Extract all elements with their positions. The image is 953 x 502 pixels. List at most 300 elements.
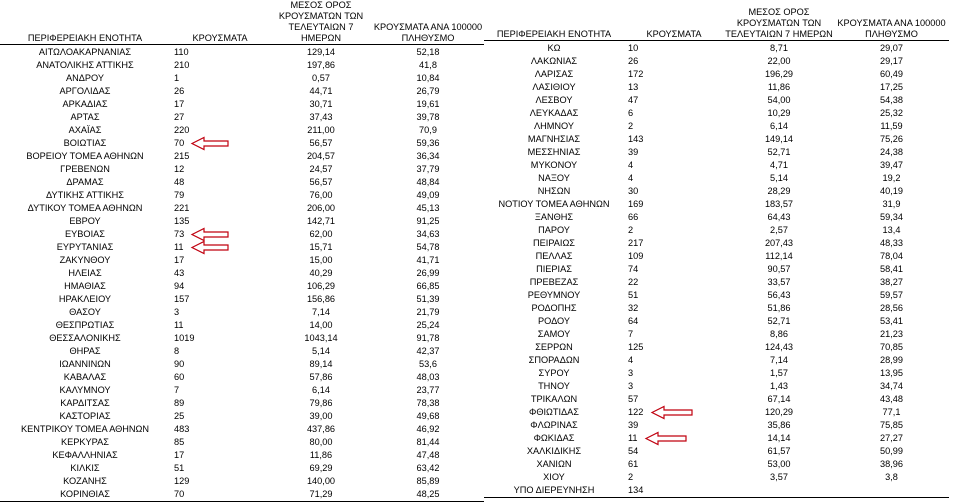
cases-cell: 70	[170, 488, 270, 502]
region-cell: ΠΑΡΟΥ	[538, 225, 570, 235]
per100k-cell: 53,6	[419, 359, 437, 369]
table-row	[484, 484, 949, 498]
table-row	[0, 488, 484, 502]
avg7-cell: 44,71	[309, 86, 333, 96]
table-row	[0, 228, 484, 241]
per100k-cell: 42,37	[416, 346, 440, 356]
cases-cell: 64	[628, 316, 639, 326]
cases-cell: 26	[628, 56, 639, 66]
cases-cell: 10	[628, 43, 639, 53]
per100k-cell: 37,79	[416, 164, 440, 174]
per100k-cell: 59,36	[416, 138, 440, 148]
cases-cell: 1	[174, 73, 180, 83]
table-row	[484, 133, 949, 146]
table-row	[0, 72, 484, 85]
avg7-cell: 33,57	[767, 277, 791, 287]
table-row	[484, 107, 949, 120]
cases-cell: 7	[628, 329, 634, 339]
cases-cell: 57	[628, 394, 639, 404]
region-cell: ΑΙΤΩΛΟΑΚΑΡΝΑΝΙΑΣ	[38, 47, 132, 57]
cases-cell: 73	[174, 229, 185, 239]
region-cell: ΣΑΜΟΥ	[537, 329, 571, 339]
cases-cell: 4	[628, 173, 634, 183]
avg7-cell: 80,00	[309, 437, 333, 447]
avg7-cell: 1,57	[770, 368, 788, 378]
table-row	[0, 189, 484, 202]
avg7-cell: 8,86	[770, 329, 788, 339]
table-row	[484, 81, 949, 94]
per100k-cell: 59,34	[880, 212, 903, 222]
region-cell: ΛΑΚΩΝΙΑΣ	[530, 56, 578, 66]
table-row	[0, 85, 484, 98]
per100k-column-header: ΚΡΟΥΣΜΑΤΑ ΑΝΑ 100000 ΠΛΗΘΥΣΜΟ	[372, 0, 484, 45]
region-cell: ΘΗΡΑΣ	[69, 346, 101, 356]
per100k-cell: 11,59	[880, 121, 903, 131]
table-row	[484, 458, 949, 471]
avg7-cell: 437,86	[306, 424, 336, 434]
table-row	[484, 146, 949, 159]
per100k-cell: 43,48	[880, 394, 903, 404]
region-cell: ΛΑΡΙΣΑΣ	[534, 69, 574, 79]
region-cell: ΠΕΛΛΑΣ	[535, 251, 573, 261]
table-row	[0, 436, 484, 449]
region-column-header: ΠΕΡΙΦΕΡΕΙΑΚΗ ΕΝΟΤΗΤΑ	[484, 0, 624, 41]
per100k-cell: 47,48	[416, 450, 440, 460]
per100k-cell: 24,38	[880, 147, 903, 157]
per100k-cell	[834, 484, 949, 498]
cases-cell: 79	[174, 190, 185, 200]
avg7-cell: 37,43	[309, 112, 333, 122]
cases-cell: 122	[628, 407, 644, 417]
avg7-cell: 67,14	[767, 394, 791, 404]
per100k-cell: 81,44	[416, 437, 440, 447]
avg7-cell: 129,14	[306, 47, 336, 57]
avg7-cell: 69,29	[309, 463, 333, 473]
cases-cell: 217	[628, 238, 644, 248]
table-row	[0, 358, 484, 371]
region-cell: ΑΡΚΑΔΙΑΣ	[62, 99, 108, 109]
region-cell: ΤΗΝΟΥ	[538, 381, 570, 391]
table-row	[484, 276, 949, 289]
per100k-cell: 19,2	[882, 173, 901, 183]
avg7-cell: 71,29	[270, 488, 372, 502]
region-cell: ΣΥΡΟΥ	[538, 368, 570, 378]
table-row	[0, 254, 484, 267]
table-row	[0, 332, 484, 345]
cases-column-header: ΚΡΟΥΣΜΑΤΑ	[624, 0, 724, 41]
avg7-cell: 10,29	[767, 108, 791, 118]
region-cell: ΔΥΤΙΚΗΣ ΑΤΤΙΚΗΣ	[46, 190, 124, 200]
per100k-cell: 21,23	[880, 329, 903, 339]
region-cell: ΔΡΑΜΑΣ	[66, 177, 104, 187]
per100k-cell: 78,04	[880, 251, 903, 261]
avg7-column-header: ΜΕΣΟΣ ΟΡΟΣ ΚΡΟΥΣΜΑΤΩΝ ΤΩΝ ΤΕΛΕΥΤΑΙΩΝ 7 ΗΜΕΡΩΝ	[724, 0, 834, 41]
table-row	[484, 419, 949, 432]
cases-cell: 4	[628, 160, 634, 170]
avg7-cell: 56,57	[309, 177, 333, 187]
cases-cell: 27	[174, 112, 185, 122]
per100k-cell: 66,85	[416, 281, 440, 291]
per100k-cell: 85,89	[416, 476, 440, 486]
per100k-cell: 59,57	[880, 290, 903, 300]
per100k-cell: 58,41	[880, 264, 903, 274]
left-header-row	[0, 0, 484, 45]
table-row	[484, 289, 949, 302]
cases-cell: 51	[628, 290, 639, 300]
avg7-cell: 79,86	[309, 398, 333, 408]
cases-cell: 26	[174, 86, 185, 96]
avg7-cell: 24,57	[309, 164, 333, 174]
cases-cell: 7	[174, 385, 180, 395]
avg7-cell: 183,57	[764, 199, 794, 209]
region-cell: ΔΥΤΙΚΟΥ ΤΟΜΕΑ ΑΘΗΝΩΝ	[27, 203, 143, 213]
per100k-cell: 40,19	[880, 186, 903, 196]
table-row	[0, 59, 484, 72]
avg7-cell: 11,86	[309, 450, 333, 460]
region-cell: ΘΑΣΟΥ	[69, 307, 101, 317]
region-cell: ΒΟΡΕΙΟΥ ΤΟΜΕΑ ΑΘΗΝΩΝ	[26, 151, 144, 161]
avg7-cell: 142,71	[306, 216, 336, 226]
table-row	[484, 68, 949, 81]
cases-cell: 22	[628, 277, 639, 287]
cases-cell: 134	[624, 484, 724, 498]
cases-cell: 47	[628, 95, 639, 105]
cases-cell: 11	[174, 242, 184, 252]
per100k-cell: 54,78	[416, 242, 440, 252]
cases-cell: 221	[174, 203, 190, 213]
per100k-cell: 26,79	[416, 86, 440, 96]
table-row	[0, 280, 484, 293]
region-cell: ΦΩΚΙΔΑΣ	[533, 433, 575, 443]
table-row	[0, 176, 484, 189]
cases-cell: 220	[174, 125, 190, 135]
table-row	[0, 45, 484, 60]
region-cell: ΚΙΛΚΙΣ	[70, 463, 100, 473]
table-row	[0, 241, 484, 254]
cases-cell: 51	[174, 463, 185, 473]
cases-cell: 89	[174, 398, 185, 408]
per100k-cell: 38,27	[880, 277, 903, 287]
table-row	[484, 263, 949, 276]
right-header-row	[484, 0, 949, 41]
region-cell: ΕΒΡΟΥ	[69, 216, 101, 226]
region-cell: ΓΡΕΒΕΝΩΝ	[60, 164, 110, 174]
per100k-cell: 39,78	[416, 112, 440, 122]
region-cell: ΝΗΣΩΝ	[537, 186, 571, 196]
cases-cell: 483	[174, 424, 190, 434]
region-cell: ΠΕΙΡΑΙΩΣ	[533, 238, 575, 248]
avg7-cell: 8,71	[770, 43, 788, 53]
avg7-cell: 15,00	[309, 255, 333, 265]
region-cell: ΚΑΛΥΜΝΟΥ	[59, 385, 111, 395]
avg7-cell: 0,57	[312, 73, 330, 83]
region-cell: ΑΝΑΤΟΛΙΚΗΣ ΑΤΤΙΚΗΣ	[36, 60, 134, 70]
avg7-cell: 196,29	[764, 69, 794, 79]
avg7-cell: 106,29	[306, 281, 336, 291]
table-row	[484, 198, 949, 211]
avg7-cell: 53,00	[767, 459, 791, 469]
per100k-cell: 36,34	[416, 151, 440, 161]
table-row	[484, 367, 949, 380]
per100k-cell: 51,39	[416, 294, 440, 304]
cases-cell: 169	[628, 199, 644, 209]
per100k-cell: 13,4	[882, 225, 901, 235]
per100k-cell: 41,71	[416, 255, 440, 265]
table-row	[484, 185, 949, 198]
table-row	[0, 306, 484, 319]
cases-cell: 25	[174, 411, 185, 421]
per100k-cell: 77,1	[882, 407, 901, 417]
per100k-cell: 49,09	[416, 190, 440, 200]
avg7-cell: 204,57	[306, 151, 336, 161]
table-row	[484, 354, 949, 367]
avg7-cell: 64,43	[767, 212, 791, 222]
region-cell: ΚΕΦΑΛΛΗΝΙΑΣ	[52, 450, 118, 460]
table-row	[0, 137, 484, 150]
region-cell: ΡΟΔΟΠΗΣ	[531, 303, 577, 313]
per100k-cell: 23,77	[416, 385, 440, 395]
cases-cell: 2	[628, 225, 634, 235]
cases-cell: 90	[174, 359, 185, 369]
per100k-cell: 41,8	[419, 60, 437, 70]
table-row	[484, 341, 949, 354]
per100k-cell: 13,95	[880, 368, 903, 378]
per100k-cell: 48,33	[880, 238, 903, 248]
avg7-cell: 1043,14	[304, 333, 338, 343]
region-cell: ΞΑΝΘΗΣ	[534, 212, 574, 222]
avg7-cell: 51,86	[767, 303, 791, 313]
avg7-cell: 112,14	[765, 251, 793, 261]
per100k-cell: 91,25	[416, 216, 440, 226]
avg7-cell: 28,29	[767, 186, 791, 196]
cases-cell: 135	[174, 216, 190, 226]
region-cell: ΛΗΜΝΟΥ	[533, 121, 575, 131]
table-row	[0, 215, 484, 228]
per100k-cell: 25,32	[880, 108, 903, 118]
cases-cell: 4	[628, 355, 634, 365]
cases-cell: 48	[174, 177, 185, 187]
avg7-cell: 140,00	[306, 476, 336, 486]
table-row	[484, 432, 949, 445]
cases-cell: 8	[174, 346, 180, 356]
cases-cell: 143	[628, 134, 644, 144]
per100k-cell: 48,25	[372, 488, 484, 502]
avg7-cell: 56,57	[309, 138, 333, 148]
avg7-cell: 3,57	[770, 472, 788, 482]
cases-cell: 3	[628, 381, 634, 391]
per100k-cell: 3,8	[885, 472, 898, 482]
avg7-cell: 52,71	[767, 316, 791, 326]
table-row	[484, 328, 949, 341]
region-cell: ΚΩ	[547, 43, 561, 53]
region-cell: ΛΑΣΙΘΙΟΥ	[532, 82, 576, 92]
table-row	[0, 475, 484, 488]
region-cell: ΘΕΣΣΑΛΟΝΙΚΗΣ	[49, 333, 121, 343]
region-cell: ΧΙΟΥ	[543, 472, 565, 482]
region-cell: ΚΕΡΚΥΡΑΣ	[61, 437, 109, 447]
cases-cell: 3	[628, 368, 634, 378]
cases-cell: 12	[174, 164, 185, 174]
per100k-cell: 91,78	[416, 333, 440, 343]
cases-cell: 11	[174, 320, 184, 330]
per100k-cell: 53,41	[880, 316, 903, 326]
avg7-cell: 207,43	[764, 238, 794, 248]
per100k-cell: 31,9	[882, 199, 901, 209]
avg7-cell: 52,71	[767, 147, 791, 157]
table-row	[0, 384, 484, 397]
avg7-cell: 4,71	[770, 160, 788, 170]
avg7-cell: 197,86	[306, 60, 336, 70]
cases-cell: 157	[174, 294, 190, 304]
cases-cell: 17	[174, 255, 185, 265]
avg7-cell: 206,00	[306, 203, 336, 213]
cases-cell: 32	[628, 303, 639, 313]
region-cell: ΦΛΩΡΙΝΑΣ	[530, 420, 578, 430]
table-row	[0, 124, 484, 137]
per100k-cell: 34,74	[880, 381, 903, 391]
table-row	[484, 315, 949, 328]
cases-cell: 215	[174, 151, 190, 161]
avg7-cell: 11,86	[767, 82, 791, 92]
region-cell: ΛΕΥΚΑΔΑΣ	[529, 108, 579, 118]
cases-cell: 66	[628, 212, 639, 222]
cases-cell: 85	[174, 437, 185, 447]
right-cases-table	[484, 0, 949, 498]
per100k-cell: 25,24	[416, 320, 440, 330]
avg7-cell: 39,00	[309, 411, 333, 421]
region-cell: ΚΟΡΙΝΘΙΑΣ	[0, 488, 170, 502]
avg7-cell: 56,43	[767, 290, 791, 300]
table-row	[0, 111, 484, 124]
per100k-cell: 38,96	[880, 459, 903, 469]
cases-cell: 2	[628, 472, 634, 482]
table-row	[0, 202, 484, 215]
region-cell: ΡΟΔΟΥ	[537, 316, 570, 326]
region-cell: ΑΡΓΟΛΙΔΑΣ	[59, 86, 111, 96]
avg7-cell: 7,14	[770, 355, 788, 365]
table-row	[0, 423, 484, 436]
table-row	[484, 471, 949, 484]
per100k-cell: 29,17	[880, 56, 903, 66]
cases-cell: 30	[628, 186, 639, 196]
avg7-cell: 120,29	[764, 407, 794, 417]
cases-cell: 61	[628, 459, 639, 469]
cases-cell: 13	[628, 82, 639, 92]
cases-cell: 6	[628, 108, 634, 118]
avg7-column-header: ΜΕΣΟΣ ΟΡΟΣ ΚΡΟΥΣΜΑΤΩΝ ΤΩΝ ΤΕΛΕΥΤΑΙΩΝ 7 ΗΜΕΡΩΝ	[270, 0, 372, 45]
table-row	[484, 237, 949, 250]
cases-cell: 17	[174, 99, 185, 109]
cases-cell: 125	[628, 342, 644, 352]
avg7-cell: 35,86	[767, 420, 791, 430]
table-row	[484, 302, 949, 315]
table-row	[0, 462, 484, 475]
avg7-cell: 149,14	[764, 134, 794, 144]
avg7-cell: 211,00	[307, 125, 335, 135]
per100k-cell: 17,25	[880, 82, 903, 92]
region-cell: ΠΙΕΡΙΑΣ	[536, 264, 572, 274]
region-cell: ΑΧΑΪΑΣ	[68, 125, 102, 135]
table-row	[484, 445, 949, 458]
region-cell: ΘΕΣΠΡΩΤΙΑΣ	[55, 320, 115, 330]
table-row	[484, 120, 949, 133]
avg7-cell: 2,57	[770, 225, 788, 235]
table-row	[0, 293, 484, 306]
avg7-cell: 5,14	[770, 173, 788, 183]
table-row	[0, 345, 484, 358]
region-cell: ΥΠΟ ΔΙΕΡΕΥΝΗΣΗ	[484, 484, 624, 498]
table-row	[0, 150, 484, 163]
per100k-cell: 63,42	[416, 463, 440, 473]
region-cell: ΣΠΟΡΑΔΩΝ	[528, 355, 580, 365]
cases-cell: 39	[628, 420, 639, 430]
per100k-cell: 26,99	[416, 268, 440, 278]
table-row	[0, 410, 484, 423]
table-row	[484, 250, 949, 263]
per100k-cell: 78,38	[416, 398, 440, 408]
table-row	[484, 41, 949, 56]
table-row	[484, 55, 949, 68]
cases-column-header: ΚΡΟΥΣΜΑΤΑ	[170, 0, 270, 45]
avg7-cell: 1,43	[770, 381, 788, 391]
cases-cell: 129	[174, 476, 190, 486]
avg7-cell: 5,14	[312, 346, 330, 356]
per100k-cell: 75,85	[880, 420, 903, 430]
per100k-cell: 75,26	[880, 134, 903, 144]
table-row	[484, 393, 949, 406]
region-cell: ΒΟΙΩΤΙΑΣ	[63, 138, 107, 148]
per100k-cell: 34,63	[416, 229, 440, 239]
region-cell: ΠΡΕΒΕΖΑΣ	[529, 277, 579, 287]
table-row	[484, 94, 949, 107]
avg7-cell: 54,00	[767, 95, 791, 105]
per100k-cell: 45,13	[416, 203, 440, 213]
avg7-cell: 7,14	[312, 307, 330, 317]
table-row	[484, 159, 949, 172]
table-row	[484, 172, 949, 185]
avg7-cell	[724, 484, 834, 498]
table-row	[484, 406, 949, 419]
per100k-cell: 27,27	[880, 433, 903, 443]
region-cell: ΕΥΒΟΙΑΣ	[65, 229, 105, 239]
per100k-cell: 46,92	[416, 424, 440, 434]
table-row	[484, 224, 949, 237]
avg7-cell: 14,00	[309, 320, 333, 330]
region-cell: ΡΕΘΥΜΝΟΥ	[527, 290, 581, 300]
region-cell: ΧΑΝΙΩΝ	[536, 459, 572, 469]
avg7-cell: 30,71	[309, 99, 333, 109]
per100k-cell: 29,07	[880, 43, 903, 53]
region-cell: ΛΕΣΒΟΥ	[535, 95, 573, 105]
region-cell: ΝΟΤΙΟΥ ΤΟΜΕΑ ΑΘΗΝΩΝ	[498, 199, 610, 209]
per100k-cell: 49,68	[416, 411, 440, 421]
cases-cell: 70	[174, 138, 185, 148]
per100k-cell: 10,84	[416, 73, 440, 83]
left-table-body	[0, 45, 484, 502]
avg7-cell: 62,00	[309, 229, 333, 239]
table-row	[0, 267, 484, 280]
avg7-cell: 76,00	[309, 190, 333, 200]
per100k-cell: 70,9	[419, 125, 437, 135]
per100k-cell: 54,38	[880, 95, 903, 105]
per100k-cell: 39,47	[880, 160, 903, 170]
cases-cell: 54	[628, 446, 639, 456]
cases-cell: 60	[174, 372, 185, 382]
avg7-cell: 61,57	[767, 446, 791, 456]
avg7-cell: 15,71	[309, 242, 333, 252]
table-row	[0, 163, 484, 176]
table-row	[0, 98, 484, 111]
